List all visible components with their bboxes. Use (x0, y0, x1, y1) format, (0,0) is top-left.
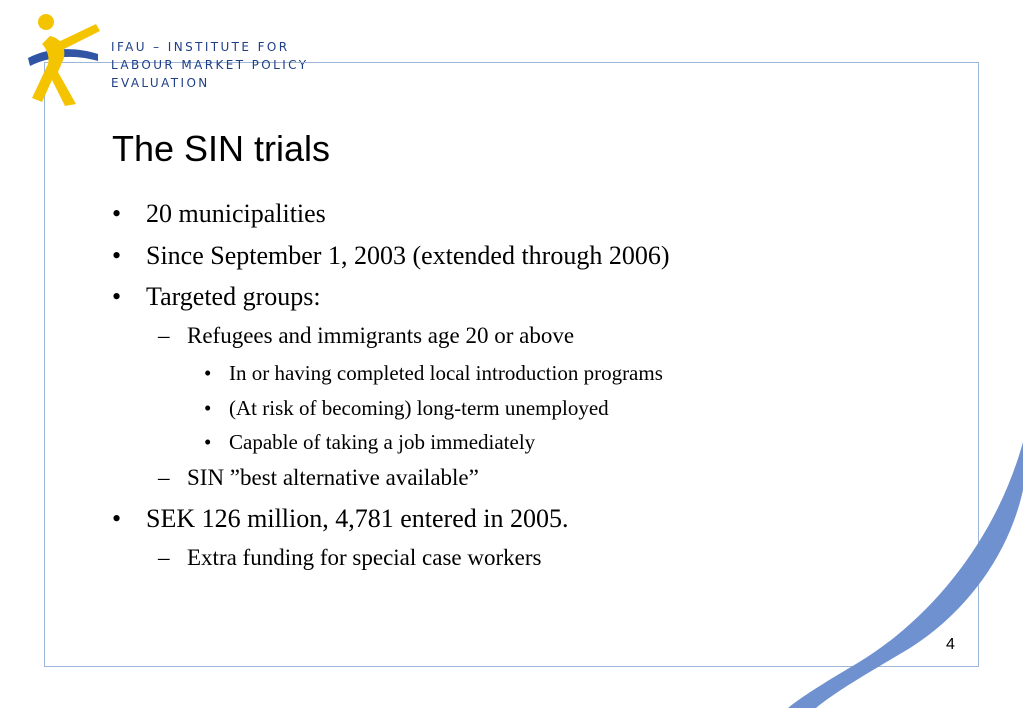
sub-sub-bullet-item (204, 430, 535, 454)
bullet-marker: • (204, 396, 212, 420)
sub-sub-bullet-text: (At risk of becoming) long-term unemployed (229, 396, 609, 420)
bullet-marker: • (112, 241, 122, 270)
sub-bullet-text: SIN ”best alternative available” (187, 465, 479, 490)
page-number: 4 (946, 636, 955, 653)
org-name-line-2: LABOUR MARKET POLICY (111, 58, 309, 72)
bullet-item (112, 241, 670, 271)
org-name-line-3: EVALUATION (111, 76, 210, 90)
sub-sub-bullet-text: Capable of taking a job immediately (229, 430, 536, 454)
bullet-marker: • (112, 504, 122, 533)
bullet-text: Targeted groups: (146, 282, 321, 311)
sub-bullet-text: Extra funding for special case workers (187, 545, 542, 570)
sub-bullet-text: Refugees and immigrants age 20 or above (187, 323, 575, 348)
bullet-marker: • (112, 282, 122, 311)
bullet-text: Since September 1, 2003 (extended through 2006) (146, 241, 670, 270)
bullet-item (112, 199, 326, 229)
decorative-swoosh-icon (760, 420, 1023, 708)
bullet-marker: • (204, 361, 212, 385)
dash-marker: – (158, 545, 170, 570)
bullet-marker: • (204, 430, 212, 454)
sub-sub-bullet-item (204, 396, 609, 420)
sub-sub-bullet-text: In or having completed local introduction programs (229, 361, 663, 385)
org-name-line-1: IFAU – INSTITUTE FOR (111, 40, 290, 54)
bullet-marker: • (112, 199, 122, 228)
bullet-text: SEK 126 million, 4,781 entered in 2005. (146, 504, 569, 533)
sub-bullet-item (158, 545, 541, 571)
bullet-text: 20 municipalities (146, 199, 326, 228)
sub-sub-bullet-item (204, 361, 663, 385)
sub-bullet-item (158, 465, 479, 491)
bullet-item (112, 282, 321, 312)
bullet-item (112, 504, 568, 534)
dash-marker: – (158, 465, 170, 490)
sub-bullet-item (158, 323, 574, 349)
swoosh-shape (788, 442, 1023, 708)
slide-title: The SIN trials (112, 128, 331, 169)
dash-marker: – (158, 323, 170, 348)
